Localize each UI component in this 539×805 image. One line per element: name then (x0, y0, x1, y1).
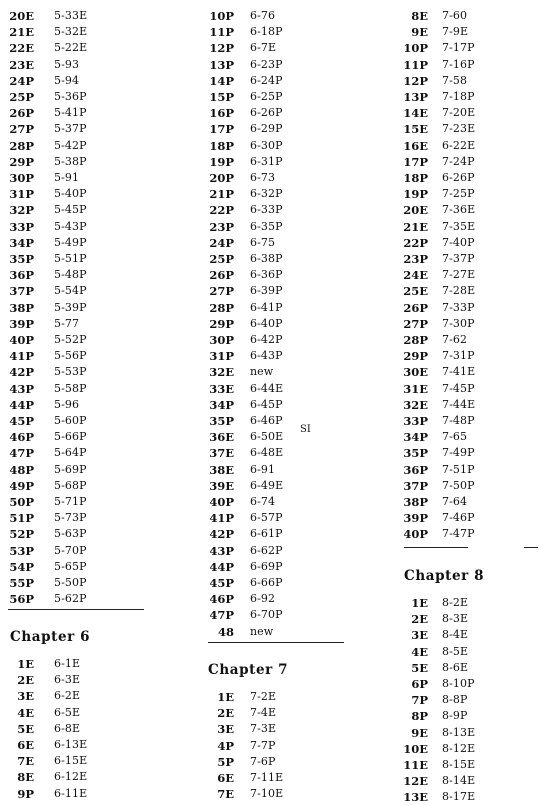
problem-number: 16E (403, 138, 428, 153)
problem-number: 23P (403, 252, 428, 266)
section-divider (208, 642, 344, 643)
problem-number: 20E (403, 203, 428, 218)
problem-number: 40P (209, 495, 234, 509)
problem-number: 49P (9, 478, 34, 493)
cross-reference: 6-12E (54, 770, 88, 784)
problem-number: 1E (17, 657, 34, 671)
cross-reference: 5-71P (54, 495, 87, 508)
problem-number: 34P (209, 397, 234, 412)
problem-number: 14P (209, 73, 234, 88)
problem-number: 39P (403, 511, 428, 526)
problem-number: 33P (403, 414, 428, 428)
problem-number: 9E (411, 25, 428, 40)
problem-number: 33E (209, 381, 234, 396)
cross-reference: 6-5E (54, 705, 81, 719)
cross-reference: 7-62 (442, 333, 468, 346)
cross-reference: 5-52P (54, 333, 87, 346)
cross-reference: 5-37P (54, 122, 87, 136)
problem-number: 56P (9, 592, 34, 607)
problem-number: 21E (9, 25, 34, 40)
cross-reference: 7-41E (442, 365, 476, 379)
cross-reference: 7-40P (442, 235, 475, 249)
problem-number: 45P (209, 576, 234, 590)
cross-reference: 5-56P (54, 349, 87, 363)
problem-number: 32P (9, 203, 34, 218)
problem-number: 13P (209, 57, 234, 72)
cross-reference: 6-62P (250, 543, 283, 557)
problem-number: 27P (9, 122, 34, 137)
cross-reference: 6-8E (54, 721, 81, 735)
cross-reference: 5-63P (54, 527, 87, 541)
cross-reference: 8-15E (442, 758, 476, 771)
cross-reference: 6-76 (250, 9, 276, 22)
cross-reference: 7-31P (442, 349, 475, 363)
cross-reference: 5-96 (54, 397, 80, 411)
problem-number: 44P (9, 397, 34, 412)
cross-reference: 5-32E (54, 25, 88, 39)
problem-number: 36P (403, 462, 428, 477)
cross-reference: 6-31P (250, 154, 283, 168)
problem-number: 3E (17, 689, 34, 704)
cross-reference: 5-70P (54, 543, 87, 557)
problem-number: 27P (403, 316, 428, 331)
problem-number: 40P (403, 527, 428, 542)
cross-reference: 6-57P (250, 511, 283, 525)
problem-number: 20E (9, 9, 34, 23)
problem-number: 2E (17, 673, 34, 688)
problem-number: 25P (9, 90, 34, 104)
cross-reference: 5-73P (54, 511, 87, 525)
problem-number: 26P (403, 300, 428, 315)
cross-reference: 5-42P (54, 138, 87, 152)
cross-reference: 6-26P (442, 171, 475, 184)
cross-reference: 5-39P (54, 300, 87, 314)
cross-reference: 6-43P (250, 349, 283, 363)
cross-reference: new (250, 365, 274, 379)
cross-reference: 7-47P (442, 527, 475, 541)
cross-reference: 6-42P (250, 333, 283, 346)
cross-reference: 6-38P (250, 252, 283, 265)
problem-number: 38P (9, 300, 34, 315)
cross-reference: 5-54P (54, 284, 87, 298)
cross-reference: 7-3E (250, 722, 277, 736)
cross-reference: 5-51P (54, 252, 87, 265)
cross-reference: 6-92 (250, 592, 276, 606)
problem-number: 44P (209, 559, 234, 574)
problem-number: 11P (209, 25, 234, 40)
problem-number: 30E (403, 365, 428, 380)
problem-number: 41P (9, 349, 34, 364)
cross-reference: 7-24P (442, 154, 475, 168)
cross-reference: 7-6P (250, 754, 276, 768)
cross-reference: 8-9P (442, 709, 468, 723)
cross-reference: 7-2E (250, 690, 277, 703)
problem-number: 47P (9, 446, 34, 461)
cross-reference: 6-45P (250, 397, 283, 411)
cross-reference: 7-23E (442, 122, 476, 136)
cross-reference: 7-51P (442, 462, 475, 476)
problem-number: 16P (209, 106, 234, 121)
cross-reference: 6-49E (250, 478, 284, 492)
problem-number: 30P (209, 333, 234, 347)
cross-reference: 6-50E (250, 430, 284, 444)
problem-number: 13P (403, 90, 428, 104)
problem-number: 38E (209, 462, 234, 477)
problem-number: 37E (209, 446, 234, 461)
cross-reference: 7-10E (250, 787, 284, 801)
cross-reference: 6-36P (250, 268, 283, 282)
problem-number: 36E (209, 430, 234, 445)
cross-reference: 7-16P (442, 57, 475, 71)
cross-reference: 8-2E (442, 596, 469, 609)
problem-number: 46P (9, 430, 34, 445)
cross-reference: 7-35E (442, 219, 476, 233)
problem-number: 30P (9, 171, 34, 185)
problem-number: 26P (9, 106, 34, 121)
problem-number: 4E (17, 705, 34, 720)
problem-number: 12P (209, 41, 234, 56)
problem-number: 42P (209, 527, 234, 542)
problem-number: 29P (9, 154, 34, 169)
problem-number: 4E (411, 644, 428, 659)
problem-number: 55P (9, 576, 34, 590)
cross-reference: 8-12E (442, 741, 476, 755)
cross-reference: 7-49P (442, 446, 475, 460)
problem-number: 38P (403, 495, 428, 509)
problem-number: 37P (9, 284, 34, 299)
cross-reference: 5-77 (54, 316, 80, 330)
problem-number: 43P (209, 543, 234, 558)
cross-reference: 6-33P (250, 203, 283, 217)
cross-reference: 6-15E (54, 754, 88, 768)
cross-reference: 8-6E (442, 660, 469, 674)
cross-reference: 5-53P (54, 365, 87, 379)
cross-reference: 5-40P (54, 187, 87, 201)
problem-number: 24P (209, 235, 234, 250)
cross-reference: 6-18P (250, 25, 283, 39)
cross-reference: 5-68P (54, 478, 87, 492)
cross-reference: 6-25P (250, 90, 283, 103)
cross-reference: 6-26P (250, 106, 283, 120)
cross-reference: 5-93 (54, 57, 80, 71)
cross-reference: 8-5E (442, 644, 469, 658)
cross-reference: 7-45P (442, 381, 475, 395)
cross-reference: 6-74 (250, 495, 276, 508)
problem-number: 8E (17, 770, 34, 785)
problem-number: 18P (209, 138, 234, 153)
cross-reference: 7-58 (442, 73, 468, 87)
cross-reference: 7-65 (442, 430, 468, 444)
cross-reference: 7-33P (442, 300, 475, 314)
problem-number: 32E (209, 365, 234, 380)
cross-reference: 5-38P (54, 154, 87, 168)
cross-reference: 7-44E (442, 397, 476, 411)
cross-reference: 8-13E (442, 725, 476, 739)
cross-reference: 6-35P (250, 219, 283, 233)
cross-reference: 7-28E (442, 284, 476, 298)
problem-number: 5E (411, 660, 428, 675)
cross-reference: 8-17E (442, 790, 476, 804)
cross-reference: 5-49P (54, 235, 87, 249)
problem-number: 4P (217, 738, 234, 753)
problem-number: 26P (209, 268, 234, 283)
problem-number: 12P (403, 73, 428, 88)
problem-number: 7E (217, 787, 234, 802)
cross-reference: 5-94 (54, 73, 80, 87)
cross-reference: 7-50P (442, 478, 475, 492)
cross-reference: 6-40P (250, 316, 283, 330)
problem-number: 21E (403, 219, 428, 234)
problem-number: 11E (403, 758, 428, 772)
cross-reference: 6-23P (250, 57, 283, 71)
cross-reference: 5-66P (54, 430, 87, 444)
cross-reference: 5-60P (54, 414, 87, 427)
problem-number: 39E (209, 478, 234, 493)
cross-reference: 6-7E (250, 41, 277, 55)
problem-number: 9P (17, 786, 34, 801)
problem-number: 2E (411, 612, 428, 627)
problem-number: 22P (403, 235, 428, 250)
cross-reference: 6-75 (250, 235, 276, 249)
problem-number: 39P (9, 316, 34, 331)
section-divider (404, 547, 468, 548)
problem-number: 6E (217, 771, 234, 785)
problem-number: 1E (411, 596, 428, 610)
cross-reference: 8-8P (442, 693, 468, 707)
problem-number: 50P (9, 495, 34, 509)
cross-reference: 8-10P (442, 677, 475, 690)
cross-reference: 5-65P (54, 559, 87, 573)
cross-reference: 5-50P (54, 576, 87, 589)
section-divider-fragment (524, 547, 538, 548)
problem-number: 5E (17, 721, 34, 736)
problem-number: 25E (403, 284, 428, 299)
section-divider (8, 609, 144, 610)
cross-reference: 7-4E (250, 706, 277, 720)
chapter-8-heading: Chapter 8 (404, 568, 485, 584)
problem-number: 54P (9, 559, 34, 574)
problem-number: 31E (403, 381, 428, 396)
cross-reference: 5-22E (54, 41, 88, 55)
cross-reference: 6-29P (250, 122, 283, 136)
problem-number: 7E (17, 754, 34, 769)
problem-number: 32E (403, 397, 428, 412)
problem-number: 24E (403, 268, 428, 283)
margin-note: SI (300, 424, 311, 435)
cross-reference: 6-69P (250, 559, 283, 573)
problem-number: 3E (411, 628, 428, 643)
cross-reference: 7-17P (442, 41, 475, 55)
cross-reference: 5-48P (54, 268, 87, 282)
problem-number: 1E (217, 690, 234, 704)
cross-reference: 5-64P (54, 446, 87, 460)
problem-number: 3E (217, 722, 234, 737)
problem-number: 5P (217, 754, 234, 769)
problem-number: 22E (9, 41, 34, 56)
problem-number: 51P (9, 511, 34, 526)
problem-number: 31P (209, 349, 234, 364)
cross-reference: 6-70P (250, 608, 283, 622)
cross-reference: 6-41P (250, 300, 283, 314)
chapter-7-heading: Chapter 7 (208, 662, 289, 678)
problem-number: 10P (209, 9, 234, 23)
problem-number: 15E (403, 122, 428, 137)
problem-number: 18P (403, 171, 428, 185)
problem-number: 11P (403, 57, 428, 72)
problem-number: 27P (209, 284, 234, 299)
problem-number: 41P (209, 511, 234, 526)
problem-number: 13E (403, 790, 428, 805)
problem-number: 40P (9, 333, 34, 347)
cross-reference: 7-20E (442, 106, 476, 120)
problem-number: 34P (9, 235, 34, 250)
problem-number: 35P (209, 414, 234, 428)
cross-reference: 6-30P (250, 138, 283, 152)
cross-reference: 5-41P (54, 106, 87, 120)
problem-number: 37P (403, 478, 428, 493)
cross-reference: 5-36P (54, 90, 87, 103)
problem-number: 53P (9, 543, 34, 558)
cross-reference: 6-3E (54, 673, 81, 687)
cross-reference: 6-61P (250, 527, 283, 541)
cross-reference: 6-66P (250, 576, 283, 589)
cross-reference: 6-11E (54, 786, 88, 800)
problem-number: 35P (9, 252, 34, 266)
problem-number: 25P (209, 252, 234, 266)
cross-reference: 6-22E (442, 138, 476, 152)
cross-reference: 7-18P (442, 90, 475, 103)
problem-number: 48 (217, 624, 234, 639)
problem-number: 35P (403, 446, 428, 461)
problem-number: 42P (9, 365, 34, 380)
problem-number: 48P (9, 462, 34, 477)
cross-reference: 6-1E (54, 657, 81, 670)
cross-reference: 8-4E (442, 628, 469, 642)
problem-number: 6E (17, 738, 34, 752)
problem-number: 33P (9, 219, 34, 234)
problem-number: 17P (209, 122, 234, 137)
problem-number: 24P (9, 73, 34, 88)
cross-reference: 7-7P (250, 738, 276, 752)
cross-reference: 7-48P (442, 414, 475, 427)
cross-reference: 7-46P (442, 511, 475, 525)
cross-reference: 6-13E (54, 738, 88, 751)
problem-number: 12E (403, 774, 428, 789)
cross-reference: 6-91 (250, 462, 276, 476)
cross-reference: 7-60 (442, 9, 468, 22)
cross-reference: 6-48E (250, 446, 284, 460)
problem-number: 15P (209, 90, 234, 104)
problem-number: 23E (9, 57, 34, 72)
cross-reference: 5-69P (54, 462, 87, 476)
problem-number: 10E (403, 741, 428, 756)
cross-reference: 7-36E (442, 203, 476, 217)
problem-number: 52P (9, 527, 34, 542)
cross-reference: new (250, 624, 274, 638)
problem-number: 6P (411, 677, 428, 691)
problem-number: 19P (403, 187, 428, 202)
cross-reference: 7-11E (250, 771, 284, 784)
problem-number: 45P (9, 414, 34, 428)
cross-reference: 5-58P (54, 381, 87, 395)
problem-number: 2E (217, 706, 234, 721)
problem-number: 47P (209, 608, 234, 623)
cross-reference: 7-37P (442, 252, 475, 265)
problem-number: 29P (209, 316, 234, 331)
problem-number: 22P (209, 203, 234, 218)
cross-reference: 7-25P (442, 187, 475, 201)
cross-reference: 6-24P (250, 73, 283, 87)
problem-number: 28P (403, 333, 428, 347)
cross-reference: 8-3E (442, 612, 469, 626)
problem-number: 43P (9, 381, 34, 396)
problem-number: 8E (411, 9, 428, 23)
cross-reference: 6-73 (250, 171, 276, 184)
problem-number: 46P (209, 592, 234, 607)
problem-number: 28P (209, 300, 234, 315)
problem-number: 19P (209, 154, 234, 169)
cross-reference: 6-39P (250, 284, 283, 298)
problem-number: 20P (209, 171, 234, 185)
problem-number: 17P (403, 154, 428, 169)
problem-number: 14E (403, 106, 428, 121)
cross-reference: 6-46P (250, 414, 283, 427)
problem-number: 28P (9, 138, 34, 153)
problem-number: 34P (403, 430, 428, 445)
cross-reference: 8-14E (442, 774, 476, 788)
problem-number: 10P (403, 41, 428, 56)
cross-reference: 7-30P (442, 316, 475, 330)
cross-reference: 6-2E (54, 689, 81, 703)
cross-reference: 7-9E (442, 25, 469, 39)
cross-reference: 5-62P (54, 592, 87, 606)
problem-number: 31P (9, 187, 34, 202)
cross-reference: 7-64 (442, 495, 468, 508)
cross-reference: 6-44E (250, 381, 284, 395)
problem-number: 36P (9, 268, 34, 283)
problem-number: 8P (411, 709, 428, 724)
problem-number: 29P (403, 349, 428, 364)
cross-reference: 5-45P (54, 203, 87, 217)
cross-reference: 5-33E (54, 9, 88, 22)
problem-number: 21P (209, 187, 234, 202)
cross-reference: 5-91 (54, 171, 80, 184)
problem-number: 7P (411, 693, 428, 708)
cross-reference: 6-32P (250, 187, 283, 201)
cross-reference: 7-27E (442, 268, 476, 282)
chapter-6-heading: Chapter 6 (10, 629, 91, 645)
problem-number: 23P (209, 219, 234, 234)
cross-reference: 5-43P (54, 219, 87, 233)
problem-number: 9E (411, 725, 428, 740)
